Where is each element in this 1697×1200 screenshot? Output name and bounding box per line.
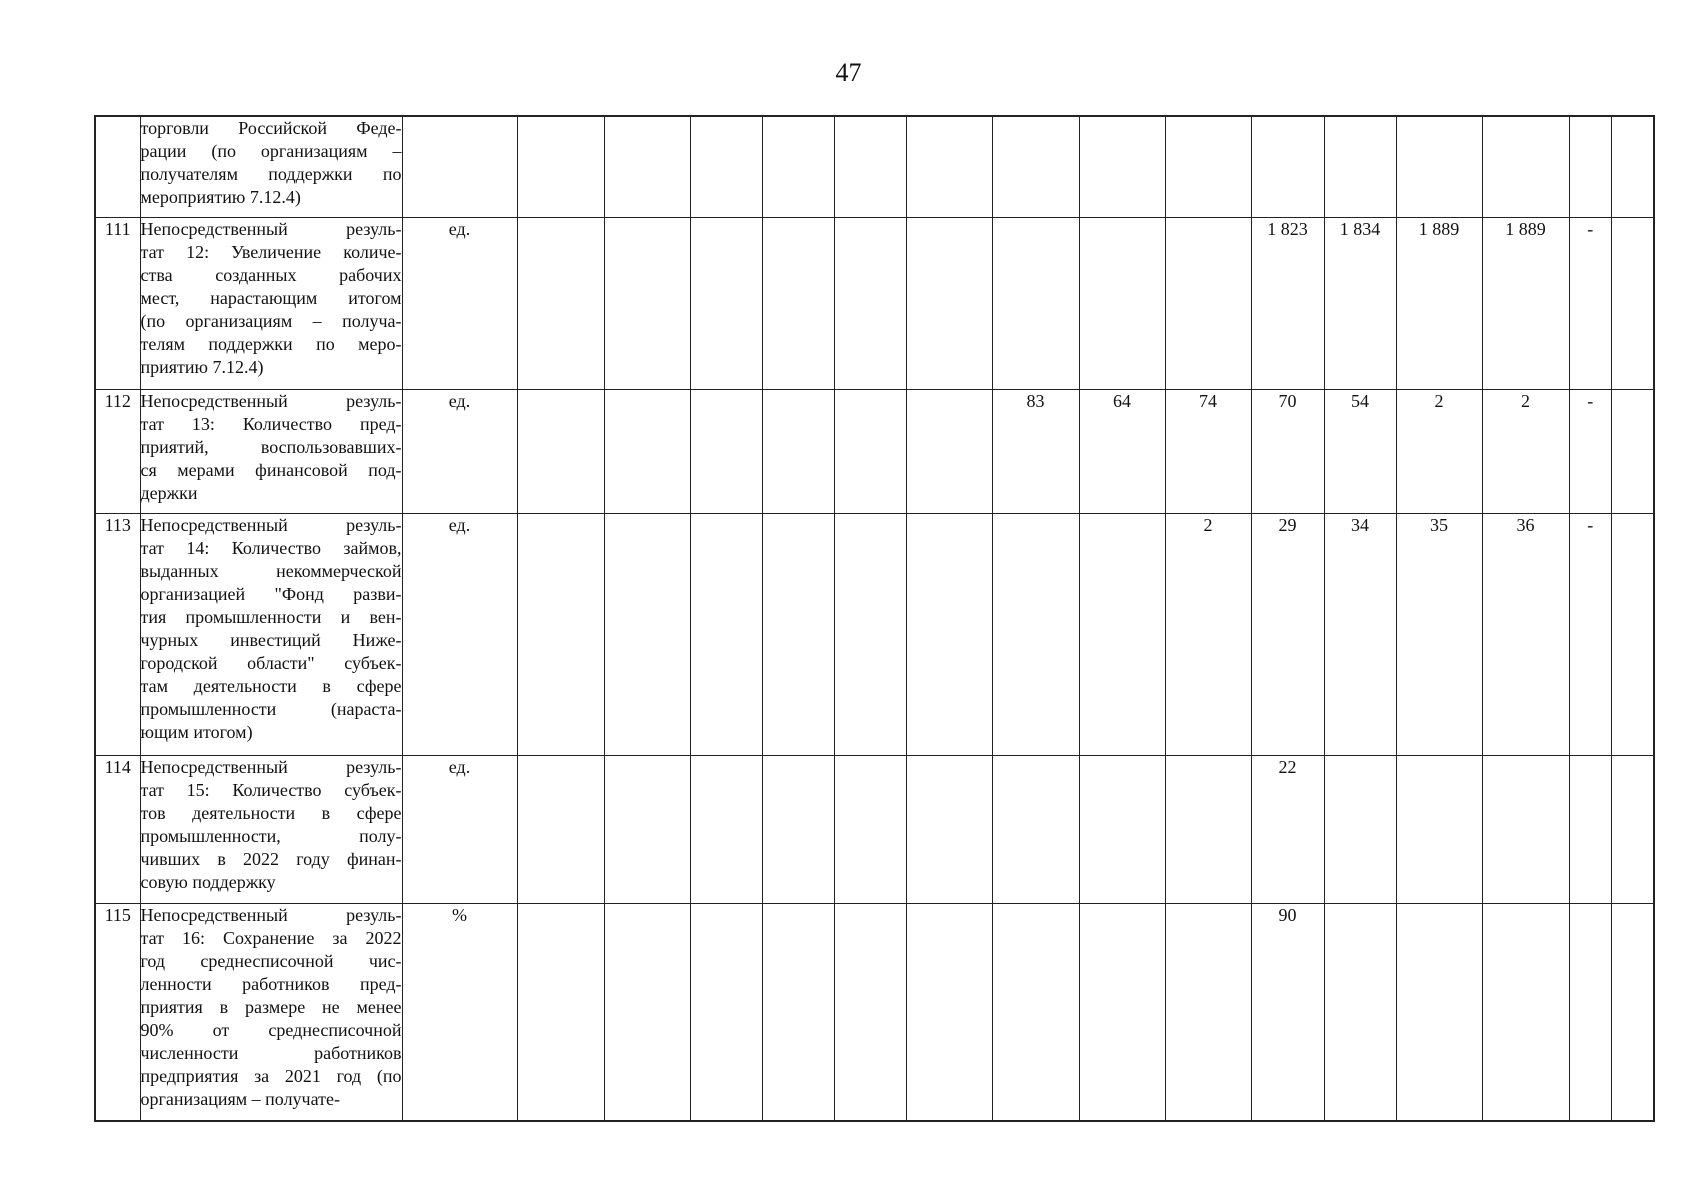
value-cell [604, 217, 690, 389]
value-cell [690, 755, 762, 903]
value-cell [1079, 116, 1165, 217]
indicator-name-line: телям поддержки по меро- [140, 333, 402, 354]
value-cell [992, 513, 1079, 755]
value-cell [690, 116, 762, 217]
indicator-name [140, 389, 402, 513]
value-cell: 1 823 [1251, 217, 1324, 389]
value-cell [762, 903, 834, 1121]
value-cell: - [1569, 389, 1612, 513]
indicator-name-line: промышленности (нараста- [140, 698, 402, 719]
table-row [95, 755, 1654, 903]
value-cell [906, 217, 992, 389]
indicator-name-line: чивших в 2022 году финан- [140, 848, 402, 869]
indicator-name-line: численности работников [140, 1042, 402, 1063]
indicator-name-line: тат 14: Количество займов, [140, 537, 402, 558]
value-cell [517, 513, 604, 755]
indicator-name-line: получателям поддержки по [140, 164, 402, 184]
value-cell [690, 513, 762, 755]
indicator-name-line: тат 16: Сохранение за 2022 [140, 927, 402, 948]
table-row [95, 903, 1654, 1121]
indicator-name-line: торговли Российской Феде- [140, 118, 402, 138]
value-cell [834, 389, 906, 513]
value-cell [604, 903, 690, 1121]
value-cell: 1 889 [1396, 217, 1482, 389]
value-cell [1324, 116, 1396, 217]
indicator-name-line: предприятия за 2021 год (по [140, 1065, 402, 1086]
unit-cell: ед. [402, 755, 517, 903]
page-number: 47 [835, 58, 862, 87]
value-cell [992, 755, 1079, 903]
value-cell [1612, 116, 1655, 217]
indicator-name-line: выданных некоммерческой [140, 560, 402, 581]
indicator-name [140, 217, 402, 389]
value-cell [1165, 217, 1251, 389]
indicator-name-line: приятия в размере не менее [140, 996, 402, 1017]
indicator-name-line: держки [140, 482, 198, 503]
indicator-name-line: ющим итогом) [140, 721, 253, 742]
unit-cell: % [402, 903, 517, 1121]
indicator-name-line: чурных инвестиций Ниже- [140, 629, 402, 650]
value-cell [1324, 755, 1396, 903]
indicator-name-line: организацией "Фонд разви- [140, 583, 402, 604]
value-cell [1165, 755, 1251, 903]
value-cell [906, 513, 992, 755]
value-cell [517, 389, 604, 513]
value-cell [762, 116, 834, 217]
table-row [95, 116, 1654, 217]
value-cell: 90 [1251, 903, 1324, 1121]
value-cell: 2 [1165, 513, 1251, 755]
value-cell [1482, 903, 1569, 1121]
indicator-name-line: тов деятельности в сфере [140, 802, 402, 823]
value-cell [1251, 116, 1324, 217]
value-cell [1079, 217, 1165, 389]
indicator-name-line: там деятельности в сфере [140, 675, 402, 696]
row-number: 113 [95, 513, 140, 755]
indicator-name [140, 755, 402, 903]
value-cell [690, 217, 762, 389]
value-cell: - [1569, 217, 1612, 389]
value-cell [1165, 116, 1251, 217]
row-number: 114 [95, 755, 140, 903]
value-cell [604, 389, 690, 513]
value-cell [1079, 513, 1165, 755]
value-cell: 1 889 [1482, 217, 1569, 389]
value-cell: 36 [1482, 513, 1569, 755]
value-cell [604, 116, 690, 217]
indicator-name-line: Непосредственный резуль- [140, 218, 402, 239]
row-number: 112 [95, 389, 140, 513]
indicator-name-line: Непосредственный резуль- [140, 514, 402, 535]
value-cell [992, 116, 1079, 217]
value-cell [1569, 116, 1612, 217]
value-cell [834, 903, 906, 1121]
indicator-name-line: организациям – получате- [140, 1088, 340, 1109]
value-cell: 35 [1396, 513, 1482, 755]
row-number: 111 [95, 217, 140, 389]
indicator-name-line: рации (по организациям – [140, 141, 402, 161]
unit-cell [402, 116, 517, 217]
indicator-name-line: год среднесписочной чис- [140, 950, 402, 971]
value-cell [1569, 755, 1612, 903]
value-cell: 74 [1165, 389, 1251, 513]
indicator-name-line: ся мерами финансовой под- [140, 459, 402, 480]
indicator-name-line: Непосредственный резуль- [140, 756, 402, 777]
value-cell [517, 755, 604, 903]
value-cell [1079, 903, 1165, 1121]
value-cell [604, 755, 690, 903]
indicators-table [94, 115, 1655, 1122]
table-row [95, 389, 1654, 513]
value-cell [1324, 903, 1396, 1121]
indicator-name-line: мест, нарастающим итогом [140, 287, 402, 308]
value-cell: 29 [1251, 513, 1324, 755]
value-cell [762, 755, 834, 903]
indicator-name [140, 513, 402, 755]
indicator-name [140, 116, 402, 217]
value-cell [834, 217, 906, 389]
indicator-name-line: приятию 7.12.4) [140, 356, 264, 377]
value-cell [690, 389, 762, 513]
table-row [95, 513, 1654, 755]
indicator-name-line: (по организациям – получа- [140, 310, 402, 331]
indicator-name-line: тия промышленности и вен- [140, 606, 402, 627]
value-cell [1079, 755, 1165, 903]
indicator-name-line: 90% от среднесписочной [140, 1019, 402, 1040]
value-cell [517, 903, 604, 1121]
value-cell [1612, 755, 1655, 903]
value-cell [1482, 116, 1569, 217]
table-row [95, 217, 1654, 389]
unit-cell: ед. [402, 513, 517, 755]
value-cell: 34 [1324, 513, 1396, 755]
value-cell [1612, 513, 1655, 755]
value-cell: 54 [1324, 389, 1396, 513]
indicator-name-line: тат 12: Увеличение количе- [140, 241, 402, 262]
value-cell: 2 [1482, 389, 1569, 513]
value-cell: 2 [1396, 389, 1482, 513]
value-cell: 83 [992, 389, 1079, 513]
value-cell [604, 513, 690, 755]
value-cell [517, 217, 604, 389]
value-cell [1612, 903, 1655, 1121]
indicator-name-line: ства созданных рабочих [140, 264, 402, 285]
value-cell: 64 [1079, 389, 1165, 513]
indicator-name-line: тат 15: Количество субъек- [140, 779, 402, 800]
value-cell [762, 389, 834, 513]
unit-cell: ед. [402, 217, 517, 389]
indicator-name-line: Непосредственный резуль- [140, 390, 402, 411]
value-cell [1165, 903, 1251, 1121]
value-cell [906, 755, 992, 903]
value-cell: 70 [1251, 389, 1324, 513]
row-number: 115 [95, 903, 140, 1121]
value-cell [1569, 903, 1612, 1121]
value-cell [690, 903, 762, 1121]
value-cell [906, 903, 992, 1121]
indicator-name-line: городской области" субъек- [140, 652, 402, 673]
indicator-name-line: приятий, воспользовавших- [140, 436, 402, 457]
value-cell [992, 217, 1079, 389]
value-cell [1396, 903, 1482, 1121]
value-cell [992, 903, 1079, 1121]
value-cell [1612, 389, 1655, 513]
value-cell [1396, 755, 1482, 903]
value-cell [762, 217, 834, 389]
value-cell [834, 755, 906, 903]
indicator-name-line: тат 13: Количество пред- [140, 413, 402, 434]
indicator-name-line: совую поддержку [140, 871, 276, 892]
indicator-name-line: мероприятию 7.12.4) [140, 187, 301, 207]
indicator-name-line: ленности работников пред- [140, 973, 402, 994]
unit-cell: ед. [402, 389, 517, 513]
value-cell [906, 116, 992, 217]
value-cell [1612, 217, 1655, 389]
row-number [95, 116, 140, 217]
value-cell [762, 513, 834, 755]
value-cell: 1 834 [1324, 217, 1396, 389]
indicator-name [140, 903, 402, 1121]
value-cell: - [1569, 513, 1612, 755]
indicator-name-line: Непосредственный резуль- [140, 904, 402, 925]
value-cell [1482, 755, 1569, 903]
value-cell [834, 513, 906, 755]
value-cell: 22 [1251, 755, 1324, 903]
value-cell [834, 116, 906, 217]
value-cell [517, 116, 604, 217]
value-cell [906, 389, 992, 513]
value-cell [1396, 116, 1482, 217]
indicator-name-line: промышленности, полу- [140, 825, 402, 846]
